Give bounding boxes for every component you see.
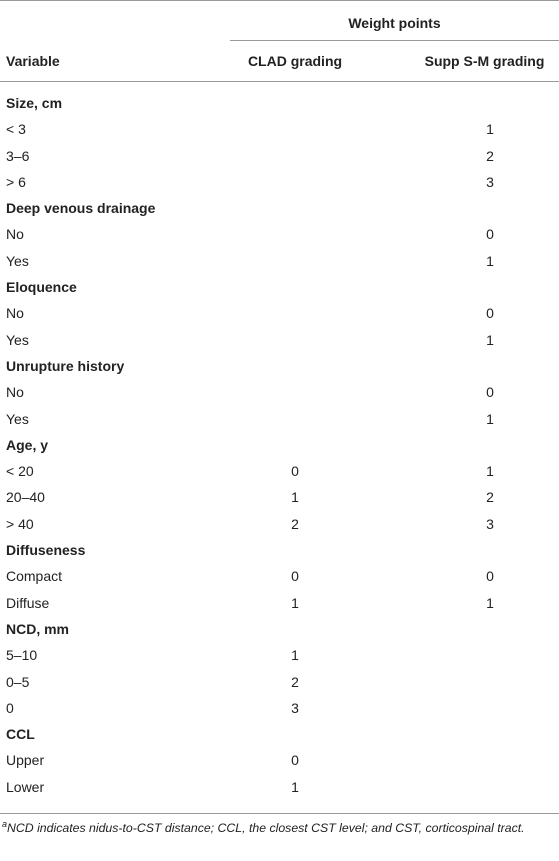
- section-label: Unrupture history: [6, 357, 125, 374]
- row-label: 3–6: [6, 147, 30, 164]
- supp-value: 0: [486, 226, 494, 243]
- table-row: [0, 301, 559, 327]
- row-label: No: [6, 226, 24, 243]
- row-label: Compact: [6, 568, 63, 585]
- table-top-rule: [0, 0, 559, 1]
- table-row: [0, 512, 559, 538]
- table-body: [0, 91, 559, 801]
- row-label: 0: [6, 699, 14, 716]
- section-label: NCD, mm: [6, 620, 70, 637]
- clad-value: 1: [291, 778, 299, 795]
- table-row: [0, 249, 559, 275]
- row-label: Diffuse: [6, 594, 50, 611]
- table-row: [0, 459, 559, 485]
- table-bottom-rule: [0, 813, 559, 814]
- supp-value: 2: [486, 489, 494, 506]
- footnote-marker: a: [2, 818, 8, 829]
- supp-value: 2: [486, 147, 494, 164]
- clad-value: 0: [291, 752, 299, 769]
- clad-value: 1: [291, 647, 299, 664]
- section-label: Eloquence: [6, 279, 77, 296]
- supp-value: 3: [486, 515, 494, 532]
- clad-value: 0: [291, 463, 299, 480]
- table-row: [0, 380, 559, 406]
- table-row: [0, 564, 559, 590]
- section-label: CCL: [6, 726, 35, 743]
- supp-value: 1: [486, 331, 494, 348]
- table-section-row: [0, 275, 559, 301]
- clad-column-header: CLAD grading: [247, 53, 343, 69]
- table-footnote: [2, 819, 554, 837]
- table-row: [0, 170, 559, 196]
- section-label: Deep venous drainage: [6, 200, 156, 217]
- supp-value: 1: [486, 463, 494, 480]
- row-label: > 40: [6, 515, 34, 532]
- clad-value: 1: [291, 594, 299, 611]
- section-label: Size, cm: [6, 95, 63, 111]
- supp-value: 1: [486, 410, 494, 427]
- supp-value: 1: [486, 594, 494, 611]
- row-label: Yes: [6, 252, 29, 269]
- table-row: [0, 485, 559, 511]
- table-section-row: [0, 196, 559, 222]
- row-label: Lower: [6, 778, 45, 795]
- table-row: [0, 591, 559, 617]
- supp-column-header: Supp S-M grading: [424, 53, 545, 69]
- table-row: [0, 222, 559, 248]
- row-label: 0–5: [6, 673, 30, 690]
- row-label: < 3: [6, 121, 26, 138]
- supp-value: 0: [486, 384, 494, 401]
- supp-value: 3: [486, 173, 494, 190]
- variable-column-header: Variable: [6, 53, 60, 69]
- row-label: 20–40: [6, 489, 45, 506]
- clad-value: 3: [291, 699, 299, 716]
- row-label: Upper: [6, 752, 45, 769]
- table-row: [0, 748, 559, 774]
- row-label: No: [6, 305, 24, 322]
- clad-value: 2: [291, 673, 299, 690]
- table-row: [0, 775, 559, 801]
- table-section-row: [0, 617, 559, 643]
- supp-value: 0: [486, 305, 494, 322]
- table-row: [0, 328, 559, 354]
- table-section-row: [0, 433, 559, 459]
- clad-value: 0: [291, 568, 299, 585]
- weight-points-header: Weight points: [348, 15, 441, 31]
- table-row: [0, 643, 559, 669]
- footnote-text: NCD indicates nidus-to-CST distance; CCL, the closest CST level; and CST, corticospinal tract.: [7, 821, 525, 835]
- table-section-row: [0, 722, 559, 748]
- header-bottom-rule: [0, 81, 559, 82]
- table-row: [0, 117, 559, 143]
- table-row: [0, 696, 559, 722]
- row-label: Yes: [6, 410, 29, 427]
- supp-value: 1: [486, 121, 494, 138]
- weight-points-rule: [230, 40, 559, 41]
- clad-value: 2: [291, 515, 299, 532]
- supp-value: 1: [486, 252, 494, 269]
- row-label: No: [6, 384, 24, 401]
- table-row: [0, 670, 559, 696]
- row-label: > 6: [6, 173, 26, 190]
- table-section-row: [0, 538, 559, 564]
- table-row: [0, 407, 559, 433]
- supp-value: 0: [486, 568, 494, 585]
- row-label: < 20: [6, 463, 34, 480]
- row-label: 5–10: [6, 647, 38, 664]
- clad-value: 1: [291, 489, 299, 506]
- table-section-row: [0, 91, 559, 117]
- section-label: Diffuseness: [6, 542, 86, 559]
- row-label: Yes: [6, 331, 29, 348]
- table-row: [0, 144, 559, 170]
- section-label: Age, y: [6, 436, 49, 453]
- table-section-row: [0, 354, 559, 380]
